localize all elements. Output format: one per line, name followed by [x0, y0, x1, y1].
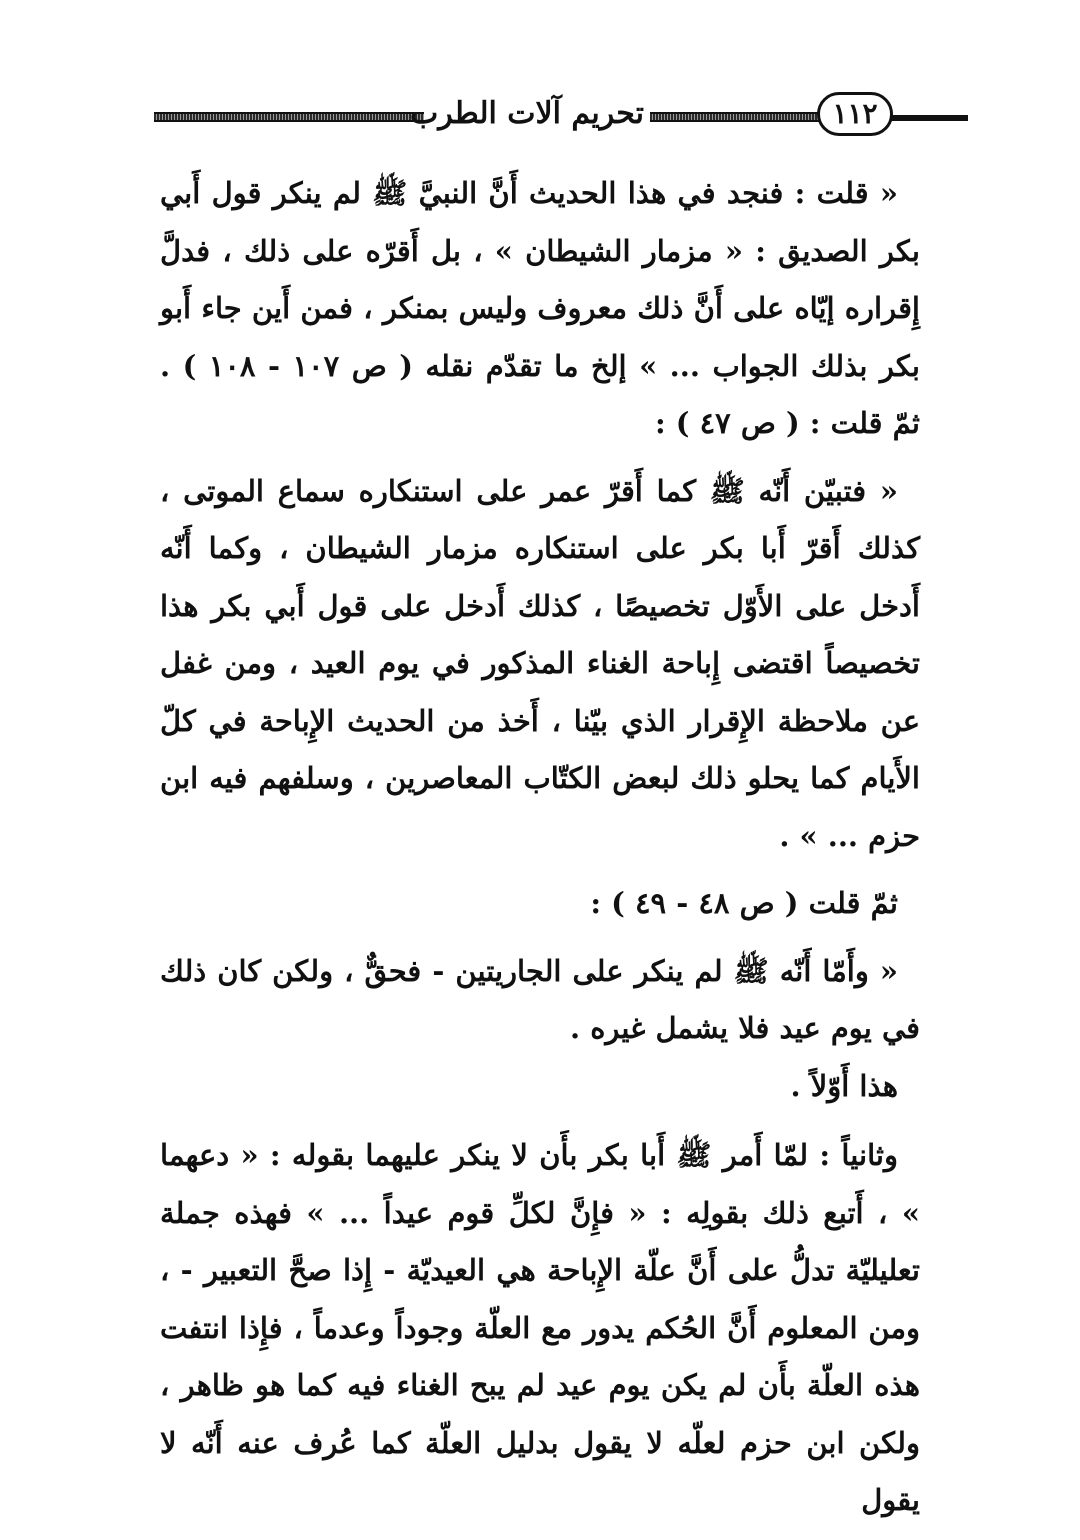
paragraph-second-point: وثانياً : لمّا أَمر ﷺ أَبا بكر بأَن لا ينكر عليهما بقوله : « دعهما » ، أَتبع ذلك بقولِه : « فإِنَّ لكلِّ قوم عيداً ... » فهذه جملة تعليليّة تدلُّ على أَنَّ علّة الإِباحة هي العيديّة - إِذا صحَّ التعبير - ، ومن المعلوم أَنَّ الحُكم يدور مع العلّة وجوداً وعدماً ، فإِذا انتفت هذه العلّة بأَن لم يكن يوم عيد لم يبح الغناء فيه كما هو ظاهر ، ولكن ابن حزم لعلّه لا يقول بدليل العلّة كما عُرف عنه أَنّه لا يقول [160, 1138, 920, 1517]
paragraph-quote-1: « قلت : فنجد في هذا الحديث أَنَّ النبيَّ ﷺ لم ينكر قول أَبي بكر الصديق : « مزمار الشيطان » ، بل أَقرّه على ذلك ، فدلَّ إِقراره إيّاه على أَنَّ ذلك معروف وليس بمنكر ، فمن أَين جاء أَبو بكر بذلك الجواب ... » إلخ ما تقدّم نقله ( ص ١٠٧ - ١٠٨ ) . ثمّ قلت : ( ص ٤٧ ) : [160, 176, 920, 440]
running-title: تحريم آلات الطرب [409, 96, 644, 131]
page-header [150, 92, 935, 148]
page-body [160, 165, 920, 1540]
header-rule-left [154, 112, 424, 122]
paragraph-quote-2: « فتبيّن أَنّه ﷺ كما أَقرّ عمر على استنكاره سماع الموتى ، كذلك أَقرّ أَبا بكر على استنكاره مزمار الشيطان ، وكما أَنّه أَدخل على الأَوّل تخصيصًا ، كذلك أَدخل على قول أَبي بكر هذا تخصيصاً اقتضى إِباحة الغناء المذكور في يوم العيد ، ومن غفل عن ملاحظة الإِقرار الذي بيّنا ، أَخذ من الحديث الإِباحة في كلّ الأَيام كما يحلو ذلك لبعض الكتّاب المعاصرين ، وسلفهم فيه ابن حزم ... » . [160, 473, 920, 853]
paragraph-first-point: هذا أَوّلاً . [790, 1068, 898, 1103]
paragraph-reference: ثمّ قلت ( ص ٤٨ - ٤٩ ) : [590, 886, 898, 920]
paragraph-quote-3: « وأَمّا أَنّه ﷺ لم ينكر على الجاريتين - فحقٌّ ، ولكن كان ذلك في يوم عيد فلا يشمل غيره . [160, 953, 920, 1045]
page-number: ١١٢ [817, 92, 893, 136]
